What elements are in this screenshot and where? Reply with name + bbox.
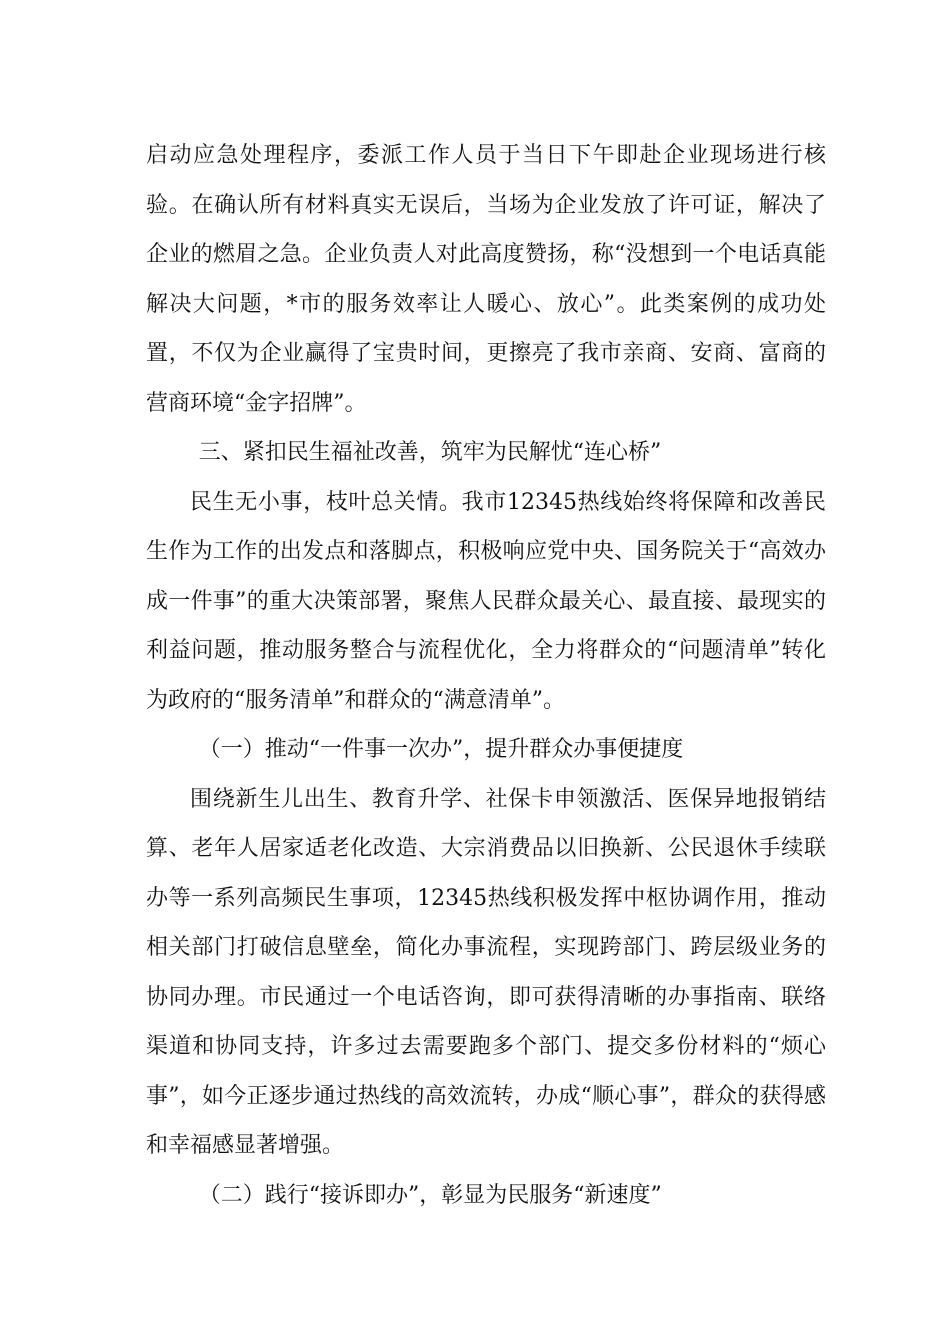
subheading-one: （一）推动“一件事一次办”，提升群众办事便捷度 <box>198 737 684 762</box>
paragraph-one-thing-once: 围绕新生儿出生、教育升学、社保卡申领激活、医保异地报销结算、老年人居家适老化改造、大宗消费品以旧换新、公民退休手续联办等一系列高频民生事项，12345热线积极发挥中枢协调作用，推动相关部门打破信息壁垒，简化办事流程，实现跨部门、跨层级业务的协同办理。市民通过一个电话咨询，即可获得清晰的办事指南、联络渠道和协同支持，许多过去需要跑多个部门、提交多份材料的“烦心事”，如今正逐步通过热线的高效流转，办成“顺心事”，群众的获得感和幸福感显著增强。 <box>146 786 826 1158</box>
paragraph-livelihood-intro: 民生无小事，枝叶总关情。我市12345热线始终将保障和改善民生作为工作的出发点和落脚点，积极响应党中央、国务院关于“高效办成一件事”的重大决策部署，聚焦人民群众最关心、最直接、最现实的利益问题，推动服务整合与流程优化，全力将群众的“问题清单”转化为政府的“服务清单”和群众的“满意清单”。 <box>146 489 826 713</box>
section-heading-three: 三、紧扣民生福祉改善，筑牢为民解忧“连心桥” <box>198 440 662 465</box>
subheading-two: （二）践行“接诉即办”，彰显为民服务“新速度” <box>198 1182 662 1208</box>
document-body <box>146 131 826 1220</box>
paragraph-case-conclusion: 启动应急处理程序，委派工作人员于当日下午即赴企业现场进行核验。在确认所有材料真实无误后，当场为企业发放了许可证，解决了企业的燃眉之急。企业负责人对此高度赞扬，称“没想到一个电话真能解决大问题，*市的服务效率让人暖心、放心”。此类案例的成功处置，不仅为企业赢得了宝贵时间，更擦亮了我市亲商、安商、富商的营商环境“金字招牌”。 <box>146 143 826 416</box>
